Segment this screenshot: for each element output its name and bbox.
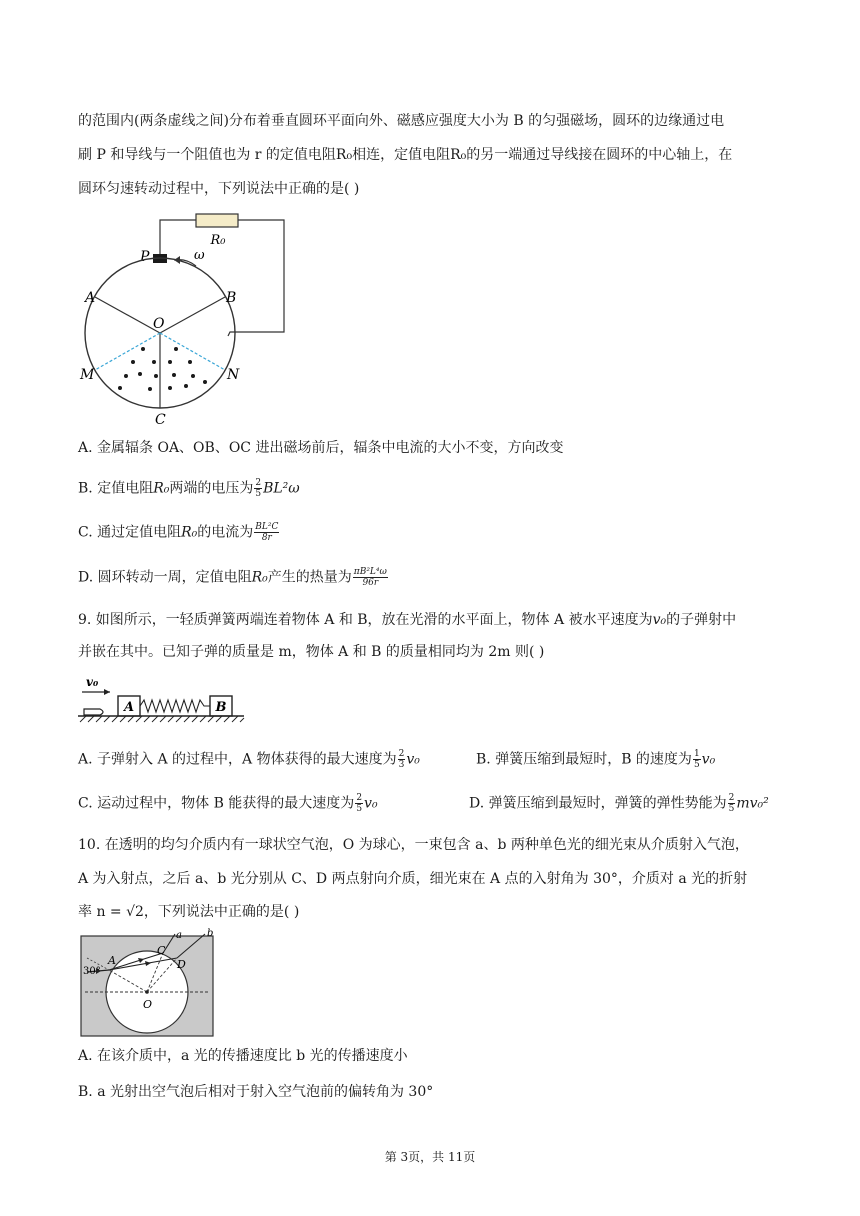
q9-spring-figure xyxy=(76,672,246,726)
page-footer: 第 3页，共 11页 xyxy=(384,1150,476,1164)
label-ray-a: a xyxy=(176,930,182,941)
q8-line-2: 刷 P 和导线与一个阻值也为 r 的定值电阻R₀相连，定值电阻R₀的另一端通过导线接在圆环的中心轴上，在 xyxy=(78,147,733,163)
label-m: M xyxy=(80,367,95,383)
resistor-r0 xyxy=(196,214,238,227)
q10-bubble-figure xyxy=(79,928,219,1038)
q8-line-3: 圆环匀速转动过程中，下列说法中正确的是( ) xyxy=(78,181,360,197)
q10-option-b: B. a 光射出空气泡后相对于射入空气泡前的偏转角为 30° xyxy=(78,1084,434,1100)
label-block-a: A xyxy=(123,700,135,715)
label-a-point: A xyxy=(108,954,116,967)
q9-line-2: 并嵌在其中。已知子弹的质量是 m，物体 A 和 B 的质量相同均为 2m 则( ) xyxy=(78,644,545,660)
label-c-point: C xyxy=(157,944,166,957)
label-ray-b: b xyxy=(207,928,214,939)
label-d-point: D xyxy=(177,958,186,971)
spring xyxy=(140,700,210,712)
q8-option-c: C. 通过定值电阻R₀的电流为 $\frac{\text{BL²C}}{8r}$ xyxy=(78,522,279,543)
q10-line-3: 率 n = √2，下列说法中正确的是( ) xyxy=(78,904,300,920)
q9-option-d: D. 弹簧压缩到最短时，弹簧的弹性势能为 $\frac{2}{5}$ mv₀² xyxy=(469,793,769,814)
label-angle: 30° xyxy=(83,966,101,977)
label-b: B xyxy=(226,290,237,306)
label-o: O xyxy=(153,316,165,332)
label-r0: R₀ xyxy=(210,233,226,248)
label-p: P xyxy=(140,249,150,265)
q9-option-c: C. 运动过程中，物体 B 能获得的最大速度为 $\frac{2}{5}$ v₀ xyxy=(78,793,378,814)
q9-option-a: A. 子弹射入 A 的过程中，A 物体获得的最大速度为 $\frac{2}{3}$ v₀ xyxy=(78,749,420,770)
label-a: A xyxy=(85,290,96,306)
q8-option-b: B. 定值电阻R₀两端的电压为 $\frac{2}{5}$ BL²ω xyxy=(78,478,300,499)
q8-option-a: A. 金属辐条 OA、OB、OC 进出磁场前后，辐条中电流的大小不变，方向改变 xyxy=(78,440,564,456)
q10-line-1: 10. 在透明的均匀介质内有一球状空气泡，O 为球心，一束包含 a、b 两种单色光的细光束从介质射入气泡， xyxy=(78,837,749,853)
q10-line-2: A 为入射点，之后 a、b 光分别从 C、D 两点射向介质，细光束在 A 点的入射角为 30°，介质对 a 光的折射 xyxy=(78,871,748,887)
magnetic-field-dots xyxy=(118,347,207,391)
label-v0: v₀ xyxy=(86,675,99,689)
label-c: C xyxy=(155,412,166,426)
bullet xyxy=(84,709,103,715)
q10-option-a: A. 在该介质中，a 光的传播速度比 b 光的传播速度小 xyxy=(78,1048,408,1064)
q9-option-b: B. 弹簧压缩到最短时，B 的速度为 $\frac{1}{5}$ v₀ xyxy=(476,749,716,770)
label-omega: ω xyxy=(194,248,205,263)
q8-option-d: D. 圆环转动一周，定值电阻R₀产生的热量为 $\frac{\text{πB²L⁴ω}}{96r}$ xyxy=(78,567,387,588)
q9-line-1: 9. 如图所示，一轻质弹簧两端连着物体 A 和 B，放在光滑的水平面上，物体 A 被水平速度为v₀的子弹射中 xyxy=(78,612,737,628)
label-n: N xyxy=(227,367,240,383)
q8-ring-figure xyxy=(78,204,293,426)
q8-line-1: 的范围内(两条虚线之间)分布着垂直圆环平面向外、磁感应强度大小为 B 的匀强磁场，圆环的边缘通过电 xyxy=(78,113,725,129)
label-o-center: O xyxy=(143,998,153,1011)
label-block-b: B xyxy=(215,700,227,715)
